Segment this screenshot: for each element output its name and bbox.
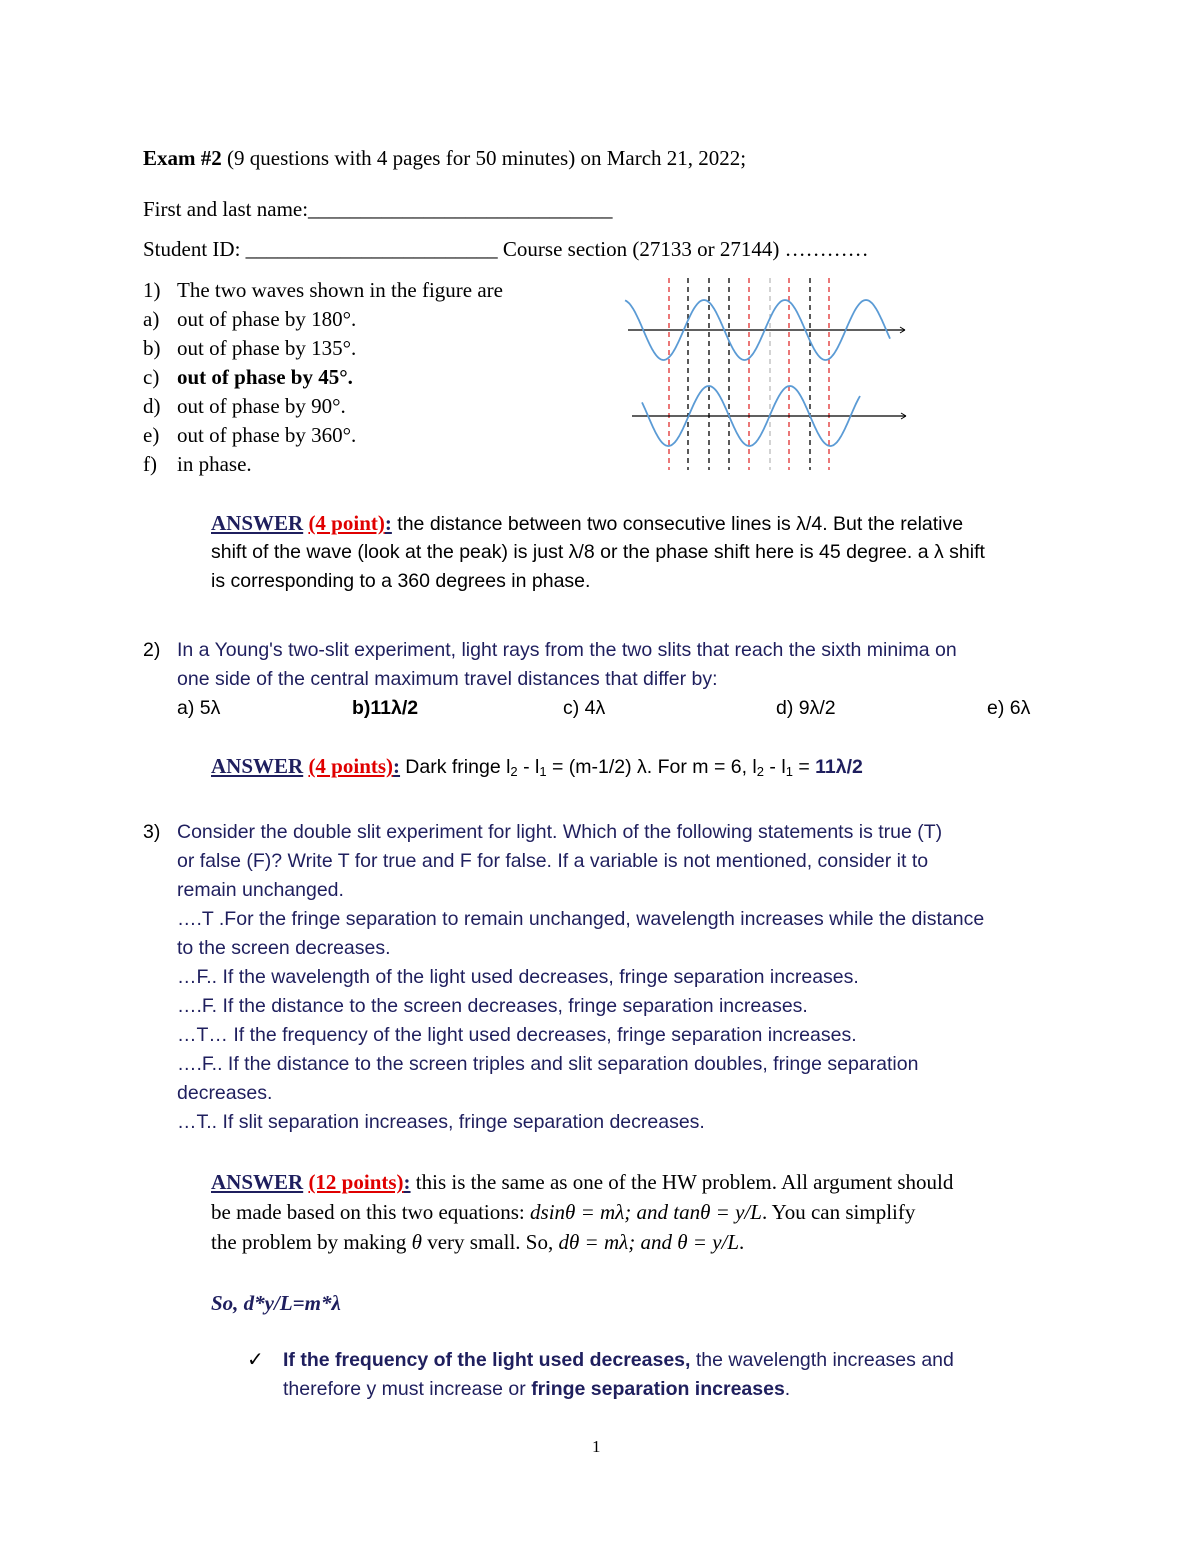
name-field-line: First and last name:_____________________________: [143, 197, 613, 221]
answer-points: (12 points): [308, 1170, 404, 1194]
q2-option-a: a) 5λ: [177, 697, 221, 719]
bold-text: fringe separation increases: [531, 1378, 785, 1400]
q3-statement-2: …F.. If the wavelength of the light used decreases, fringe separation increases.: [177, 966, 859, 988]
q1-option-c-correct: [143, 364, 353, 390]
q2-stem-text: In a Young's two-slit experiment, light rays from the two slits that reach the sixth minima on: [177, 639, 957, 661]
option-text: in phase.: [177, 452, 252, 476]
equation: dθ = mλ; and θ = y/L: [558, 1230, 740, 1254]
bold-text: If the frequency of the light used decreases,: [283, 1349, 691, 1371]
answer-colon: :: [393, 754, 401, 778]
option-label: f): [143, 452, 157, 476]
answer-text: .: [739, 1230, 745, 1254]
q2-option-d: d) 9λ/2: [776, 697, 836, 719]
q2-option-c: c) 4λ: [563, 697, 606, 719]
checkmark-icon: ✓: [247, 1347, 264, 1371]
exam-number: Exam #2: [143, 146, 222, 170]
answer-text: therefore y must increase or: [283, 1378, 532, 1400]
q2-answer: [211, 753, 863, 780]
q3-statement-3: ….F. If the distance to the screen decreases, fringe separation increases.: [177, 995, 808, 1017]
option-label: c): [143, 365, 160, 389]
wave-phase-figure: [620, 274, 920, 474]
answer-text: Dark fringe l: [405, 756, 511, 778]
exam-details: (9 questions with 4 pages for 50 minutes) on March 21, 2022;: [221, 146, 747, 170]
answer-points: (4 point): [308, 511, 385, 535]
answer-text: . You can simplify: [761, 1200, 916, 1224]
q2-option-b-correct: b)11λ/2: [352, 697, 419, 719]
q3-statement-6: …T.. If slit separation increases, fringe separation decreases.: [177, 1111, 705, 1133]
q1-answer-line2: shift of the wave (look at the peak) is just λ/8 or the phase shift here is 45 degree. a λ shift: [211, 541, 985, 563]
answer-text: the wavelength increases and: [690, 1349, 954, 1371]
subscript: 1: [539, 764, 547, 779]
q3-check-text1: [283, 1347, 954, 1373]
q3-stem-line3: remain unchanged.: [177, 879, 344, 901]
q1-option-a: [143, 306, 356, 332]
answer-text: the problem by making: [211, 1230, 412, 1254]
q2-answer-text: [405, 756, 863, 778]
option-text: out of phase by 90°.: [177, 394, 346, 418]
guide-lines: [669, 278, 829, 470]
answer-text: very small. So,: [421, 1230, 559, 1254]
option-text: out of phase by 45°.: [177, 365, 353, 389]
q3-answer-line2: [211, 1199, 915, 1225]
q3-statement-1: ….T .For the fringe separation to remain unchanged, wavelength increases while the distance: [177, 908, 985, 930]
answer-label: ANSWER: [211, 1170, 304, 1194]
equation: θ: [411, 1230, 422, 1254]
subscript: 2: [510, 764, 518, 779]
q1-option-e: [143, 422, 356, 448]
q2-options: [0, 695, 1200, 721]
q2-stem-line1: [143, 637, 957, 663]
answer-points: (4 points): [308, 754, 394, 778]
q3-stem-text: Consider the double slit experiment for light. Which of the following statements is true (T): [177, 821, 943, 843]
q3-statement-5: ….F.. If the distance to the screen triples and slit separation doubles, fringe separation: [177, 1053, 919, 1075]
option-label: b): [143, 336, 161, 360]
answer-text: this is the same as one of the HW problem. All argument should: [410, 1170, 954, 1194]
q3-statement-5-cont: decreases.: [177, 1082, 273, 1104]
answer-colon: :: [384, 511, 392, 535]
q1-option-b: [143, 335, 356, 361]
q1-option-f: [143, 451, 252, 477]
answer-label: ANSWER: [211, 754, 304, 778]
q3-check-line1: [247, 1346, 264, 1372]
q3-check-text2: [283, 1376, 790, 1402]
q1-answer-line1: [211, 510, 963, 537]
answer-label: ANSWER: [211, 511, 304, 535]
option-text: out of phase by 135°.: [177, 336, 357, 360]
exam-title: [143, 145, 746, 171]
equation: dsinθ = mλ; and tanθ = y/L: [530, 1200, 762, 1224]
answer-text: = (m-1/2) λ. For m = 6, l: [546, 756, 757, 778]
subscript: 1: [785, 764, 793, 779]
answer-text: - l: [764, 756, 786, 778]
q3-statement-1-cont: to the screen decreases.: [177, 937, 391, 959]
answer-text: =: [792, 756, 816, 778]
answer-text: be made based on this two equations:: [211, 1200, 531, 1224]
page-number: 1: [592, 1437, 601, 1456]
q3-stem-line1: [143, 819, 942, 845]
subscript: 2: [756, 764, 765, 779]
q1-number: 1): [143, 278, 161, 302]
q1-option-d: [143, 393, 346, 419]
answer-text: the distance between two consecutive lines is λ/4. But the relative: [391, 513, 964, 535]
q3-answer-line3: [211, 1229, 744, 1255]
q3-so-line: So, d*y/L=m*λ: [211, 1291, 341, 1315]
q1-answer-line3: is corresponding to a 360 degrees in phase.: [211, 570, 591, 592]
option-label: e): [143, 423, 160, 447]
answer-text: .: [784, 1378, 791, 1400]
option-label: d): [143, 394, 161, 418]
q3-answer-line1: [211, 1169, 953, 1195]
q3-number: 3): [143, 821, 161, 843]
q3-stem-line2: or false (F)? Write T for true and F for false. If a variable is not mentioned, consider it to: [177, 850, 929, 872]
q2-stem-line2: one side of the central maximum travel distances that differ by:: [177, 668, 718, 690]
student-id-line: Student ID: ________________________ Course section (27133 or 27144) …………: [143, 237, 869, 261]
q3-statement-4: …T… If the frequency of the light used decreases, fringe separation increases.: [177, 1024, 857, 1046]
answer-colon: :: [403, 1170, 411, 1194]
q2-option-e: e) 6λ: [987, 697, 1031, 719]
q1-stem-text: The two waves shown in the figure are: [177, 278, 503, 302]
option-text: out of phase by 180°.: [177, 307, 357, 331]
q2-number: 2): [143, 639, 161, 661]
q1-stem: [143, 277, 503, 303]
answer-final-value: 11λ/2: [815, 756, 863, 778]
answer-text: - l: [517, 756, 540, 778]
option-text: out of phase by 360°.: [177, 423, 357, 447]
option-label: a): [143, 307, 160, 331]
